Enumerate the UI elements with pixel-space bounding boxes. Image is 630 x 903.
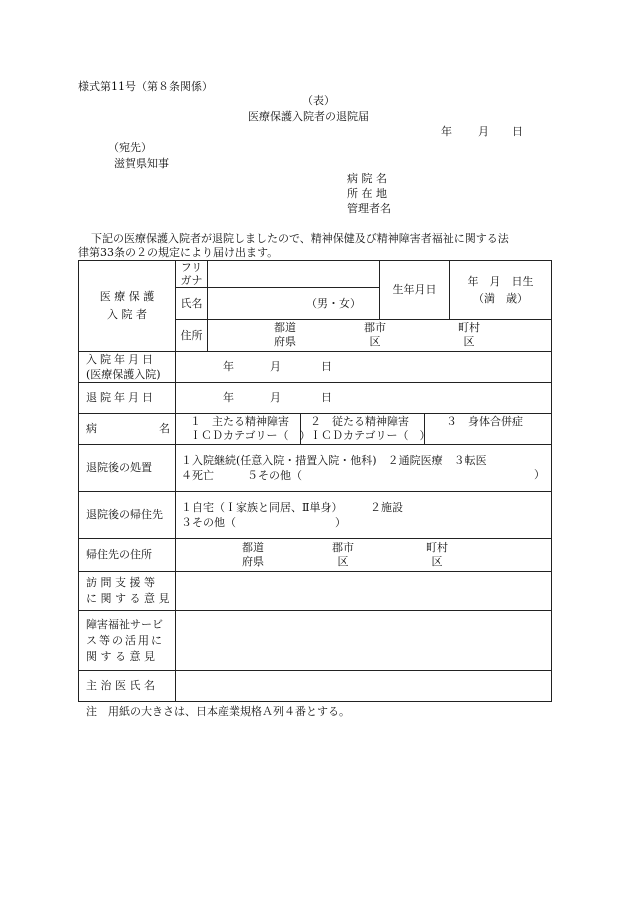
doctor-label: 主 治 医 氏 名 [79,671,176,702]
dest-address-input[interactable] [176,539,552,572]
after-care-label: 退院後の処置 [79,445,176,492]
patient-furigana-row [79,261,552,288]
dest-town-bottom: 区 [431,555,443,568]
birth-label: 生年月日 [380,261,450,320]
discharge-label: 退院年月日 [79,383,176,414]
admission-year: 年 [223,360,234,373]
discharge-year: 年 [223,391,234,404]
welfare-label: 障害福祉サービ ス等の活用に 関 す る 意 見 [79,611,176,671]
furigana-label: フリ ガナ [176,261,208,288]
address-pref-bottom: 府県 [274,335,296,348]
address-pref-top: 都道 [274,321,296,334]
dest-address-row [79,539,552,572]
doctor-row [79,671,552,702]
intro-line-1: 下記の医療保護入院者が退院しましたので、精神保健及び精神障害者福祉に関する法 [91,232,509,245]
physical-complication: ３ 身体合併症 [446,415,523,428]
address-input[interactable] [208,320,552,352]
sub-disorder: ２ 従たる精神障害 [310,415,409,428]
after-care-options[interactable] [176,445,552,492]
discharge-form-table [78,260,552,702]
address-city-top: 郡市 [364,321,386,334]
addressee: 滋賀県知事 [114,157,169,170]
main-icd-category[interactable]: ＩＣＤカテゴリー（ ） [190,429,311,442]
age-value: （満 歳） [473,292,528,305]
discharge-day: 日 [321,391,332,404]
form-title: 医療保護入院者の退院届 [248,110,369,123]
hospital-name-label: 病 院 名 [347,172,387,185]
visit-support-input[interactable] [176,572,552,611]
patient-section-label-line1: 医 療 保 護 [99,290,155,303]
destination-line1: １自宅（Ｉ家族と同居、Ⅱ単身） ２施設 [181,501,403,514]
after-care-line1: １入院継続(任意入院・措置入院・他科) ２通院医療 ３転医 [181,454,487,467]
name-label: 氏名 [176,288,208,320]
form-number: 様式第11号（第８条関係） [78,80,213,93]
admission-row [79,352,552,383]
admission-date-input[interactable] [176,352,552,383]
footnote: 注 用紙の大きさは、日本産業規格Ａ列４番とする。 [86,705,350,718]
birth-value[interactable] [450,261,552,320]
date-month: 月 [478,125,489,138]
furigana-input[interactable] [208,261,380,288]
destination-options[interactable] [176,492,552,539]
date-day: 日 [512,125,523,138]
gender-choice[interactable]: （男・女） [306,297,361,310]
welfare-input[interactable] [176,611,552,671]
main-disorder: １ 主たる精神障害 [190,415,289,428]
visit-support-label: 訪 問 支 援 等 に 関 す る 意 見 [79,572,176,611]
address-label: 住所 [176,320,208,352]
after-care-close-paren: ） [534,468,545,481]
name-input[interactable] [208,288,380,320]
dest-pref-top: 都道 [242,541,264,554]
disease-row [79,414,552,445]
side-indicator: （表） [302,94,335,107]
administrator-label: 管理者名 [347,202,391,215]
discharge-date-input[interactable] [176,383,552,414]
address-town-top: 町村 [458,321,480,334]
disease-input[interactable] [176,414,552,445]
discharge-month: 月 [270,391,281,404]
dest-address-label: 帰住先の住所 [79,539,176,572]
dest-town-top: 町村 [426,541,448,554]
admission-day: 日 [321,360,332,373]
visit-support-row [79,572,552,611]
admission-month: 月 [270,360,281,373]
hospital-address-label: 所 在 地 [347,187,387,200]
birth-date-value: 年 月 日生 [467,275,534,288]
dest-city-top: 郡市 [332,541,354,554]
dest-city-bottom: 区 [337,555,349,568]
after-care-row [79,445,552,492]
sub-icd-category[interactable]: ＩＣＤカテゴリー（ ） [310,429,431,442]
address-city-bottom: 区 [369,335,381,348]
after-care-line2: ４死亡 ５その他（ [181,469,302,482]
destination-label: 退院後の帰住先 [79,492,176,539]
patient-section-label-line2: 入 院 者 [107,308,147,321]
doctor-input[interactable] [176,671,552,702]
dest-pref-bottom: 府県 [242,555,264,568]
destination-row [79,492,552,539]
welfare-row [79,611,552,671]
intro-line-2: 律第33条の２の規定により届け出ます。 [78,246,279,259]
date-year: 年 [441,125,452,138]
disease-label: 病 名 [79,414,176,445]
addressee-label: （宛先） [108,141,152,154]
patient-section-label [79,261,176,352]
discharge-row [79,383,552,414]
address-town-bottom: 区 [463,335,475,348]
admission-label: 入院年月日 (医療保護入院) [79,352,176,383]
destination-line2: ３その他（ ） [181,516,346,529]
